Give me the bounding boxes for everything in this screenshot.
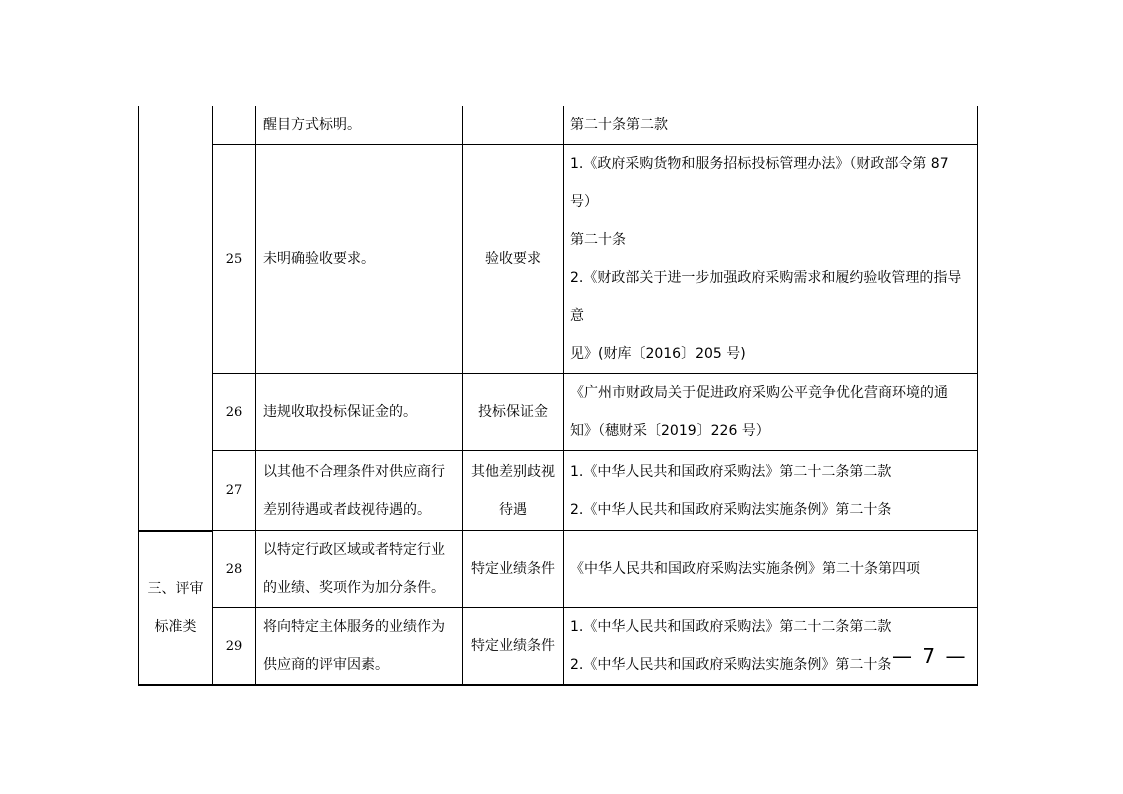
type-cell	[463, 608, 564, 686]
basis-text: 1.《中华人民共和国政府采购法》第二十二条第二款	[570, 463, 892, 480]
type-text: 其他差别歧视	[471, 463, 555, 480]
issue-text: 以特定行政区域或者特定行业	[263, 542, 445, 558]
type-cell	[463, 374, 564, 451]
basis-text: 1.《中华人民共和国政府采购法》第二十二条第二款	[570, 619, 892, 635]
issue-text: 违规收取投标保证金的。	[263, 404, 417, 420]
basis-text: 《中华人民共和国政府采购法实施条例》第二十条第四项	[570, 561, 920, 577]
page-number: — 7 —	[892, 644, 968, 668]
issue-text: 将向特定主体服务的业绩作为	[263, 619, 445, 635]
row-number: 28	[213, 531, 256, 608]
basis-text: 2.《中华人民共和国政府采购法实施条例》第二十条	[570, 657, 892, 673]
basis-text: 见》(财库〔2016〕205 号)	[570, 346, 746, 362]
table-row	[139, 608, 978, 686]
issue-cell	[256, 608, 463, 686]
basis-cell	[564, 374, 978, 451]
basis-text: 2.《中华人民共和国政府采购法实施条例》第二十条	[570, 501, 892, 518]
table-row	[139, 145, 978, 374]
issue-cell	[256, 145, 463, 374]
row-number	[213, 106, 256, 145]
basis-cell	[564, 106, 978, 145]
table-row	[139, 451, 978, 531]
row-number: 29	[213, 608, 256, 686]
basis-text: 第二十条	[570, 232, 626, 248]
category-label: 标准类	[154, 618, 197, 635]
table-row	[139, 531, 978, 608]
type-text: 验收要求	[485, 251, 541, 267]
basis-text: 1.《政府采购货物和服务招标投标管理办法》（财政部令第 87 号）	[570, 156, 949, 210]
type-cell	[463, 106, 564, 145]
type-text: 待遇	[499, 501, 527, 518]
type-cell	[463, 451, 564, 531]
type-cell	[463, 531, 564, 608]
row-number: 26	[213, 374, 256, 451]
issue-text: 的业绩、奖项作为加分条件。	[263, 580, 445, 596]
issue-text: 供应商的评审因素。	[263, 657, 389, 673]
basis-text: 第二十条第二款	[570, 117, 668, 133]
category-cell-review	[139, 531, 213, 686]
category-cell-continued	[139, 106, 213, 531]
type-text: 投标保证金	[478, 404, 548, 420]
row-number: 27	[213, 451, 256, 531]
issue-text: 以其他不合理条件对供应商行	[263, 463, 445, 480]
issue-cell	[256, 106, 463, 145]
issue-cell	[256, 451, 463, 531]
basis-cell	[564, 451, 978, 531]
table-row	[139, 374, 978, 451]
regulation-table	[138, 106, 978, 686]
basis-text: 知》（穗财采〔2019〕226 号）	[570, 423, 770, 439]
category-label: 三、评审	[147, 580, 204, 597]
basis-cell	[564, 531, 978, 608]
issue-text: 醒目方式标明。	[263, 117, 361, 133]
regulation-table-body	[139, 106, 978, 685]
issue-cell	[256, 374, 463, 451]
type-text: 特定业绩条件	[471, 561, 555, 577]
row-number: 25	[213, 145, 256, 374]
table-row	[139, 106, 978, 145]
issue-text: 未明确验收要求。	[263, 251, 375, 267]
issue-cell	[256, 531, 463, 608]
basis-text: 2.《财政部关于进一步加强政府采购需求和履约验收管理的指导意	[570, 270, 962, 324]
basis-cell	[564, 145, 978, 374]
type-text: 特定业绩条件	[471, 638, 555, 654]
issue-text: 差别待遇或者歧视待遇的。	[263, 501, 431, 518]
type-cell	[463, 145, 564, 374]
basis-text: 《广州市财政局关于促进政府采购公平竞争优化营商环境的通	[570, 385, 948, 401]
